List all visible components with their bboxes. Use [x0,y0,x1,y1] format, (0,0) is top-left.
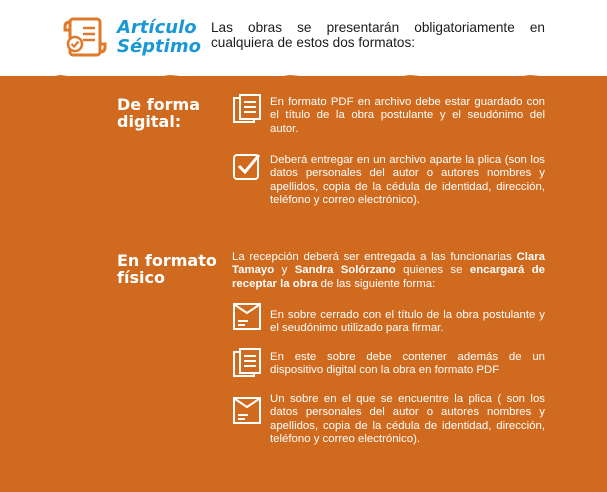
digital-label [117,96,200,130]
physical-label-line1: En formato [117,251,217,270]
physical-item-2: En este sobre debe contener además de un dispositivo digital con la obra en formato PDF [270,351,545,377]
torn-edge [0,70,607,86]
article-title [117,18,201,56]
physical-intro-part4: de las siguiente forma: [317,277,436,290]
digital-item-1: En formato PDF en archivo debe estar guardado con el título de la obra postulante y el seudónimo del autor. [270,96,545,135]
envelope-icon [231,394,263,426]
digital-label-line2: digital: [117,112,182,131]
physical-label-line2: físico [117,268,165,287]
physical-intro-part1: La recepción deberá ser entregada a las funcionarias [232,251,517,263]
physical-intro-part3: quienes se [395,264,470,277]
scroll-document-icon [60,12,110,62]
digital-item-2: Deberá entregar en un archivo aparte la plica (son los datos personales del autor o autores nombres y apellidos, copia de la cédula de identidad, dirección, teléfono y correo electrónico). [270,154,545,206]
name-clara: Clara Tamayo [232,251,545,277]
envelope-icon [231,300,263,332]
digital-label-line1: De forma [117,95,201,114]
checkbox-icon [231,150,263,182]
physical-item-3: Un sobre en el que se encuentre la plica ( son los datos personales del autor o autores nombres y apellidos, copia de la cédula de identidad, dirección, teléfono y correo electrónico). [270,393,545,445]
document-icon [231,347,263,379]
physical-intro [232,251,545,291]
name-sandra: Sandra Solórzano [294,264,396,277]
physical-intro-part2: y [274,264,295,277]
bold-phrase: encargará de receptar la obra [232,264,545,290]
physical-label [117,252,217,286]
physical-item-1: En sobre cerrado con el título de la obra postulante y el seudónimo utilizado para firmar. [270,309,545,335]
intro-text: Las obras se presentarán obligatoriamente en cualquiera de estos dos formatos: [211,20,545,50]
article-title-line2: Séptimo [117,36,201,57]
article-title-line1: Artículo [117,17,197,38]
document-icon [231,93,263,125]
